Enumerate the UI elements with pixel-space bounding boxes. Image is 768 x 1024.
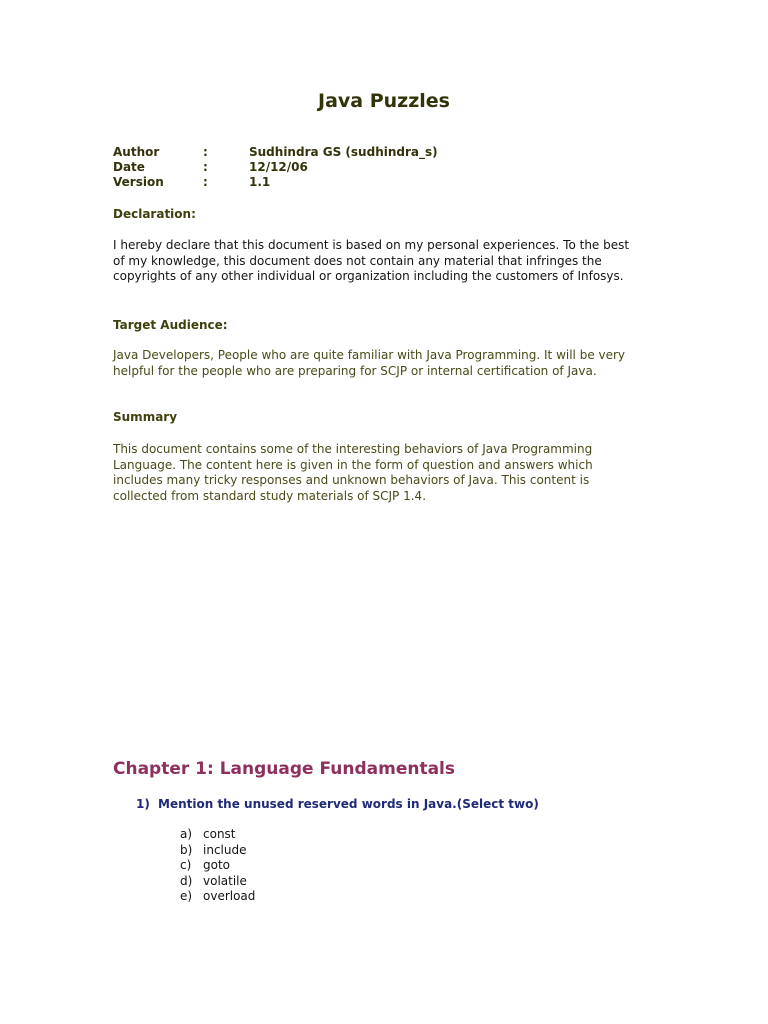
option-letter: c) (180, 858, 192, 872)
document-title: Java Puzzles (318, 90, 450, 112)
meta-value: 1.1 (249, 175, 271, 189)
question-number: 1) (136, 797, 150, 811)
audience-heading: Target Audience: (113, 318, 228, 332)
option-e (180, 889, 255, 905)
document-meta-table (113, 145, 438, 190)
chapter-title: Chapter 1: Language Fundamentals (113, 759, 455, 779)
question-text: Mention the unused reserved words in Java.(Select two) (158, 797, 539, 811)
audience-text: Java Developers, People who are quite familiar with Java Programming. It will be very helpful for the people who are preparing for SCJP or internal certification of Java. (113, 348, 626, 378)
option-a (180, 827, 255, 843)
meta-label: Version (113, 175, 164, 189)
option-letter: a) (180, 827, 193, 841)
declaration-text: I hereby declare that this document is based on my personal experiences. To the best of my knowledge, this document does not contain any material that infringes the copyrights of any other individual or organization including the customers of Infosys. (113, 238, 630, 283)
option-text: overload (203, 889, 256, 903)
option-letter: e) (180, 889, 193, 903)
option-letter: b) (180, 842, 193, 857)
meta-label: Date (113, 160, 145, 174)
summary-text: This document contains some of the interesting behaviors of Java Programming Language. The content here is given in the form of question and answers which includes many tricky responses and unknown behaviors of Java. This content is collected from standard study materials of SCJP 1.4. (113, 442, 593, 503)
meta-row-author (113, 145, 438, 160)
meta-row-date (113, 160, 438, 175)
meta-value: 12/12/06 (249, 160, 308, 174)
meta-colon: : (203, 145, 208, 159)
answer-options (180, 827, 255, 905)
summary-heading: Summary (113, 410, 178, 424)
option-text: const (203, 827, 236, 841)
option-letter: d) (180, 873, 193, 888)
option-d (180, 874, 255, 890)
meta-colon: : (203, 160, 208, 174)
meta-label: Author (113, 145, 160, 159)
option-c (180, 858, 255, 874)
option-text: goto (203, 858, 231, 872)
option-text: volatile (203, 873, 247, 888)
option-b (180, 843, 255, 859)
declaration-heading: Declaration: (113, 207, 196, 221)
meta-value: Sudhindra GS (sudhindra_s) (249, 145, 438, 159)
option-text: include (203, 842, 247, 857)
question-1 (136, 797, 539, 811)
meta-colon: : (203, 175, 208, 189)
meta-row-version (113, 175, 438, 190)
